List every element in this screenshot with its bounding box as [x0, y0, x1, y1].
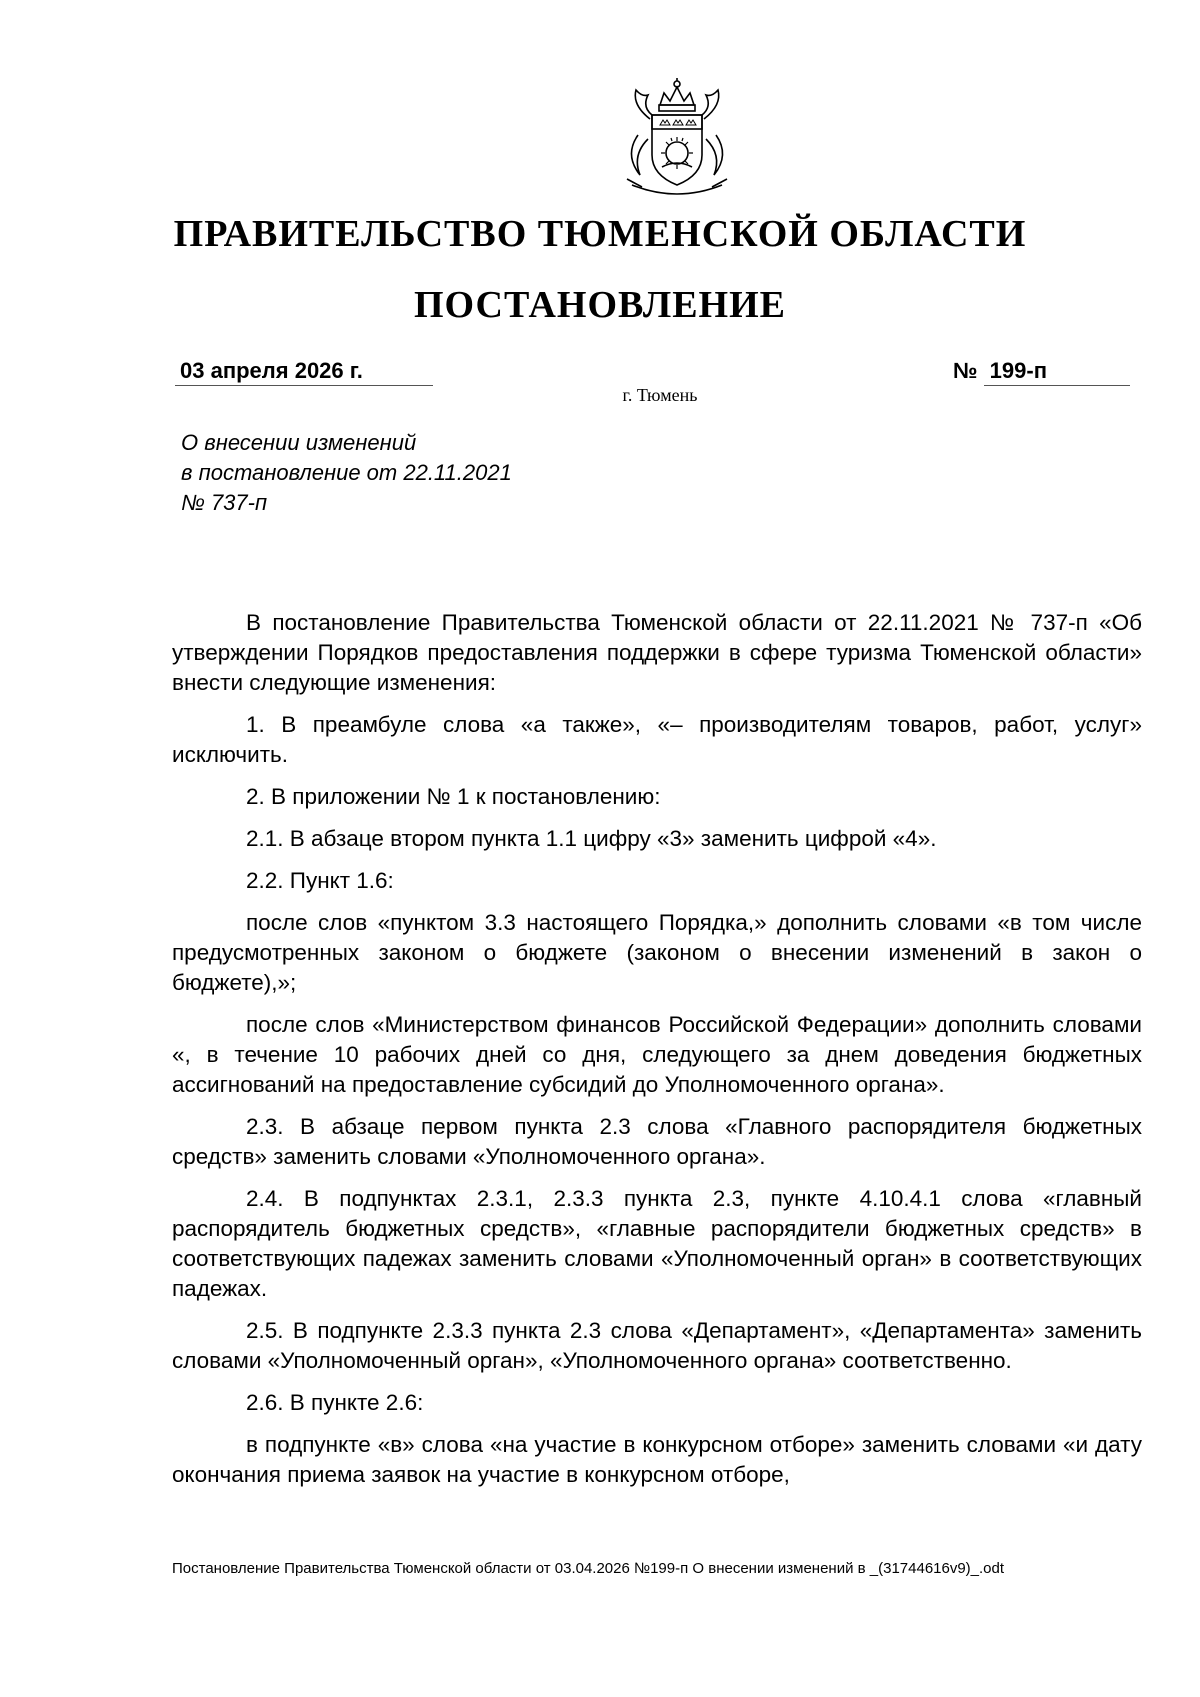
body-paragraph: после слов «Министерством финансов Российской Федерации» дополнить словами «, в течение 10 рабочих дней со дня, следующего за днем доведения бюджетных ассигнований на предоставление субсидий до Уполномоченного органа». — [172, 1012, 1142, 1097]
body-paragraph: 2.2. Пункт 1.6: — [246, 868, 394, 893]
body-paragraph: 2.3. В абзаце первом пункта 2.3 слова «Главного распорядителя бюджетных средств» заменить словами «Уполномоченного органа». — [172, 1114, 1142, 1169]
government-title: ПРАВИТЕЛЬСТВО ТЮМЕНСКОЙ ОБЛАСТИ — [173, 213, 1027, 255]
document-type-title: ПОСТАНОВЛЕНИЕ — [413, 284, 787, 326]
document-number — [953, 357, 1133, 386]
document-body — [172, 608, 1142, 1502]
number-value: 199-п — [984, 357, 1130, 386]
page-footer: Постановление Правительства Тюменской области от 03.04.2026 №199-п О внесении изменений в _(31744616v9)_.odt — [172, 1560, 1005, 1577]
body-paragraph: после слов «пунктом 3.3 настоящего Порядка,» дополнить словами «в том числе предусмотренных законом о бюджете (законом о внесении изменений в закон о бюджете),»; — [172, 910, 1142, 995]
body-paragraph: в подпункте «в» слова «на участие в конкурсном отборе» заменить словами «и дату окончания приема заявок на участие в конкурсном отборе, — [172, 1432, 1142, 1487]
body-paragraph: В постановление Правительства Тюменской области от 22.11.2021 № 737-п «Об утверждении Порядков предоставления поддержки в сфере туризма Тюменской области» внести следующие изменения: — [172, 610, 1142, 695]
body-paragraph: 2.5. В подпункте 2.3.3 пункта 2.3 слова «Департамент», «Департамента» заменить словами «Уполномоченный орган», «Уполномоченного органа» соответственно. — [172, 1318, 1142, 1373]
body-paragraph: 2.4. В подпунктах 2.3.1, 2.3.3 пункта 2.3, пункте 4.10.4.1 слова «главный распорядитель бюджетных средств», «главные распорядители бюджетных средств» в соответствующих падежах заменить словами «Уполномоченный орган» в соответствующих падежах. — [172, 1186, 1142, 1301]
subject-line: в постановление от 22.11.2021 — [181, 460, 512, 485]
document-date: 03 апреля 2026 г. — [175, 357, 433, 386]
body-paragraph: 2.6. В пункте 2.6: — [246, 1390, 424, 1415]
document-city: г. Тюмень — [622, 385, 698, 405]
subject-line: № 737-п — [181, 490, 268, 515]
document-subject — [181, 428, 681, 518]
number-prefix: № — [953, 358, 978, 383]
body-paragraph: 2.1. В абзаце втором пункта 1.1 цифру «3» заменить цифрой «4». — [246, 826, 937, 851]
subject-line: О внесении изменений — [181, 430, 417, 455]
tyumen-coat-of-arms-icon — [602, 75, 752, 205]
body-paragraph: 1. В преамбуле слова «а также», «– производителям товаров, работ, услуг» исключить. — [172, 712, 1142, 767]
body-paragraph: 2. В приложении № 1 к постановлению: — [246, 784, 661, 809]
